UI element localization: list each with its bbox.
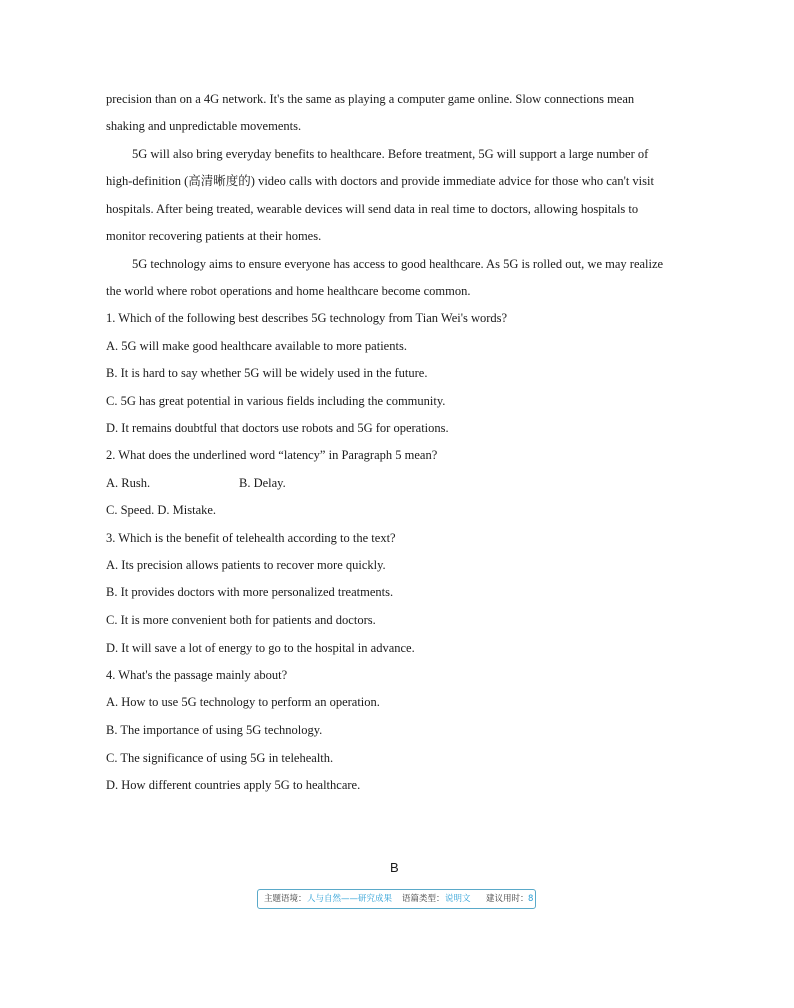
question-option: B. It provides doctors with more personalized treatments. bbox=[106, 585, 394, 599]
passage-line: hospitals. After being treated, wearable devices will send data in real time to doctors, allowing hospitals to bbox=[106, 202, 639, 216]
section-label: B bbox=[390, 860, 399, 875]
question-stem: 1. Which of the following best describes 5G technology from Tian Wei's words? bbox=[106, 311, 508, 325]
question-option: B. The importance of using 5G technology. bbox=[106, 723, 323, 737]
passage-line: shaking and unpredictable movements. bbox=[106, 119, 302, 133]
passage-line: 5G will also bring everyday benefits to healthcare. Before treatment, 5G will support a large number of bbox=[132, 147, 649, 161]
question-stem: 2. What does the underlined word “latency” in Paragraph 5 mean? bbox=[106, 448, 438, 462]
question-option: A. How to use 5G technology to perform an operation. bbox=[106, 695, 380, 709]
question-option: A. 5G will make good healthcare available to more patients. bbox=[106, 339, 407, 353]
time-value: 8 bbox=[528, 894, 534, 904]
question-option: B. It is hard to say whether 5G will be widely used in the future. bbox=[106, 366, 428, 380]
genre-value: 说明文 bbox=[445, 894, 471, 904]
question-stem: 3. Which is the benefit of telehealth according to the text? bbox=[106, 531, 396, 545]
passage-line: the world where robot operations and home healthcare become common. bbox=[106, 284, 471, 298]
question-option: C. Speed. D. Mistake. bbox=[106, 503, 217, 517]
question-option: D. It remains doubtful that doctors use robots and 5G for operations. bbox=[106, 421, 449, 435]
question-option: C. The significance of using 5G in telehealth. bbox=[106, 751, 334, 765]
passage-line: high-definition (高清晰度的) video calls with doctors and provide immediate advice for those who can't visit bbox=[106, 174, 654, 188]
question-option: D. How different countries apply 5G to healthcare. bbox=[106, 778, 361, 792]
passage-line: 5G technology aims to ensure everyone has access to good healthcare. As 5G is rolled out, we may realize bbox=[132, 257, 664, 271]
topic-label: 主题语境： bbox=[264, 894, 307, 904]
question-option: A. Rush. bbox=[106, 476, 151, 490]
time-label: 建议用时： bbox=[486, 894, 529, 904]
question-stem: 4. What's the passage mainly about? bbox=[106, 668, 288, 682]
question-option: B. Delay. bbox=[239, 476, 286, 490]
question-option: C. It is more convenient both for patients and doctors. bbox=[106, 613, 376, 627]
question-option: A. Its precision allows patients to recover more quickly. bbox=[106, 558, 386, 572]
theme-info-box bbox=[257, 889, 536, 909]
passage-line: precision than on a 4G network. It's the same as playing a computer game online. Slow connections mean bbox=[106, 92, 635, 106]
question-option: C. 5G has great potential in various fields including the community. bbox=[106, 394, 446, 408]
question-option: D. It will save a lot of energy to go to the hospital in advance. bbox=[106, 641, 415, 655]
topic-value: 人与自然——研究成果 bbox=[307, 894, 393, 904]
genre-label: 语篇类型： bbox=[402, 894, 445, 904]
passage-line: monitor recovering patients at their homes. bbox=[106, 229, 322, 243]
